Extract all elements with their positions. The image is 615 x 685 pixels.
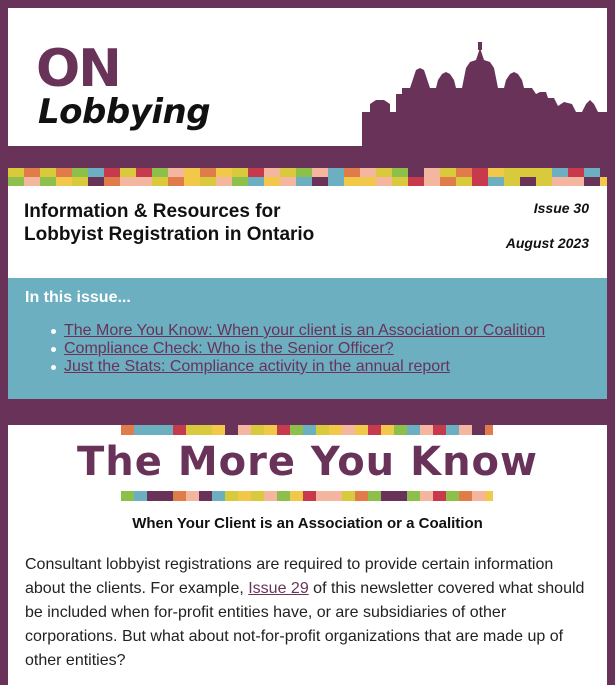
pattern-tile [216,168,232,177]
pattern-tile [120,168,136,177]
toc-item [64,322,545,340]
pattern-tile [446,491,459,501]
pattern-tile [264,168,280,177]
pattern-tile [147,491,160,501]
toc-item [64,358,545,376]
pattern-tile [420,425,433,435]
pattern-tile [355,425,368,435]
issue-number: Issue 30 [533,200,589,216]
pattern-tile [584,168,600,177]
pattern-tile [520,177,536,186]
in-this-issue-heading: In this issue... [25,289,131,306]
pattern-tile [104,168,120,177]
pattern-tile [134,491,147,501]
pattern-tile [600,177,607,186]
pattern-tile [342,425,355,435]
pattern-tile [238,425,251,435]
pattern-tile [368,491,381,501]
pattern-tile [248,177,264,186]
pattern-tile [433,425,446,435]
pattern-tile [212,491,225,501]
pattern-tile [173,491,186,501]
pattern-tile [238,491,251,501]
pattern-tile [88,168,104,177]
logo-on-text: ON [36,39,120,99]
pattern-tile [199,425,212,435]
pattern-tile [152,168,168,177]
toc-list [64,322,545,376]
pattern-tile [8,168,24,177]
pattern-tile [303,425,316,435]
pattern-tile [280,177,296,186]
pattern-tile [408,168,424,177]
pattern-tile [424,168,440,177]
pattern-tile [184,168,200,177]
article-section [8,425,607,685]
issue-date: August 2023 [505,235,589,251]
pattern-tile [225,425,238,435]
pattern-tile [296,168,312,177]
pattern-tile [472,168,488,177]
logo-lobbying-text: Lobbying [38,92,211,132]
pattern-tile [199,491,212,501]
pattern-tile [407,491,420,501]
pattern-tile [312,168,328,177]
pattern-tile [440,168,456,177]
pattern-tile [552,177,568,186]
pattern-tile [104,177,120,186]
decorative-pattern-stripe-below-title [121,491,493,501]
toc-link-just-the-stats[interactable]: Just the Stats: Compliance activity in the annual report [64,358,450,375]
pattern-tile [394,425,407,435]
newsletter-title: Information & Resources for Lobbyist Registration in Ontario [24,201,315,245]
pattern-tile [488,177,504,186]
header-skyline-panel [362,8,607,146]
pattern-tile [459,491,472,501]
pattern-tile [504,177,520,186]
pattern-tile [296,177,312,186]
pattern-tile [376,168,392,177]
pattern-tile [520,168,536,177]
pattern-tile [355,491,368,501]
pattern-tile [24,168,40,177]
pattern-tile [120,177,136,186]
issue-29-link[interactable]: Issue 29 [248,580,309,597]
pattern-tile [277,425,290,435]
decorative-pattern-stripe-above-title [121,425,493,435]
pattern-tile [264,425,277,435]
pattern-tile [303,491,316,501]
pattern-tile [152,177,168,186]
pattern-tile [316,425,329,435]
pattern-tile [121,425,134,435]
pattern-tile [456,177,472,186]
pattern-tile [536,168,552,177]
pattern-tile [40,168,56,177]
pattern-tile [328,177,344,186]
pattern-tile [168,168,184,177]
pattern-tile [408,177,424,186]
pattern-tile [56,177,72,186]
pattern-tile [277,491,290,501]
article-paragraph [25,553,585,673]
issue-title-band [8,186,607,278]
pattern-tile [72,168,88,177]
pattern-tile [381,491,394,501]
pattern-tile [225,491,238,501]
article-subheading: When Your Client is an Association or a Coalition [132,515,483,532]
pattern-tile [160,491,173,501]
toc-item [64,340,545,358]
pattern-tile [360,177,376,186]
pattern-tile [485,425,493,435]
pattern-tile [312,177,328,186]
paragraph-text-end: of this newsletter covered what should be included when for-profit entities have, or are subsidiaries of other corporations. But what about not-for-profit organizations that are made up of other entities? [25,580,585,669]
pattern-tile [212,425,225,435]
pattern-tile [360,168,376,177]
pattern-tile [342,491,355,501]
decorative-pattern-stripe-top [8,168,607,186]
pattern-tile [433,491,446,501]
pattern-tile [472,491,485,501]
in-this-issue-panel [8,278,607,399]
pattern-tile [290,491,303,501]
pattern-tile [147,425,160,435]
pattern-tile [316,491,329,501]
pattern-tile [264,177,280,186]
pattern-tile [472,177,488,186]
section-title: The More You Know [77,439,538,485]
pattern-tile [200,177,216,186]
header-logo-panel [8,8,362,146]
pattern-tile [173,425,186,435]
pattern-tile [264,491,277,501]
pattern-tile [328,168,344,177]
pattern-tile [168,177,184,186]
pattern-tile [568,177,584,186]
pattern-tile [446,425,459,435]
pattern-tile [456,168,472,177]
pattern-tile [290,425,303,435]
pattern-tile [459,425,472,435]
pattern-tile [485,491,493,501]
pattern-tile [407,425,420,435]
pattern-tile [344,168,360,177]
pattern-tile [56,168,72,177]
pattern-tile [381,425,394,435]
pattern-tile [392,168,408,177]
pattern-tile [440,177,456,186]
pattern-tile [232,168,248,177]
pattern-tile [504,168,520,177]
pattern-tile [186,491,199,501]
pattern-tile [488,168,504,177]
pattern-tile [121,491,134,501]
pattern-tile [134,425,147,435]
pattern-tile [251,425,264,435]
pattern-tile [251,491,264,501]
pattern-tile [376,177,392,186]
pattern-tile [329,425,342,435]
pattern-tile [136,168,152,177]
pattern-tile [600,168,607,177]
pattern-tile [160,425,173,435]
pattern-tile [584,177,600,186]
pattern-tile [72,177,88,186]
pattern-tile [40,177,56,186]
pattern-tile [200,168,216,177]
pattern-tile [88,177,104,186]
pattern-tile [368,425,381,435]
pattern-tile [394,491,407,501]
paragraph-text-start: Consultant lobbyist registrations are required to provide certain information about the clients. For example, [25,556,554,597]
pattern-tile [184,177,200,186]
pattern-tile [186,425,199,435]
pattern-tile [472,425,485,435]
pattern-tile [536,177,552,186]
pattern-tile [136,177,152,186]
pattern-tile [392,177,408,186]
pattern-tile [424,177,440,186]
pattern-tile [216,177,232,186]
toc-link-more-you-know[interactable]: The More You Know: When your client is an Association or Coalition [64,322,546,339]
pattern-tile [280,168,296,177]
legislature-skyline-icon [362,8,607,146]
pattern-tile [232,177,248,186]
pattern-tile [552,168,568,177]
pattern-tile [24,177,40,186]
pattern-tile [420,491,433,501]
pattern-tile [568,168,584,177]
pattern-tile [248,168,264,177]
pattern-tile [344,177,360,186]
pattern-tile [329,491,342,501]
pattern-tile [8,177,24,186]
toc-link-compliance-check[interactable]: Compliance Check: Who is the Senior Officer? [64,340,394,357]
